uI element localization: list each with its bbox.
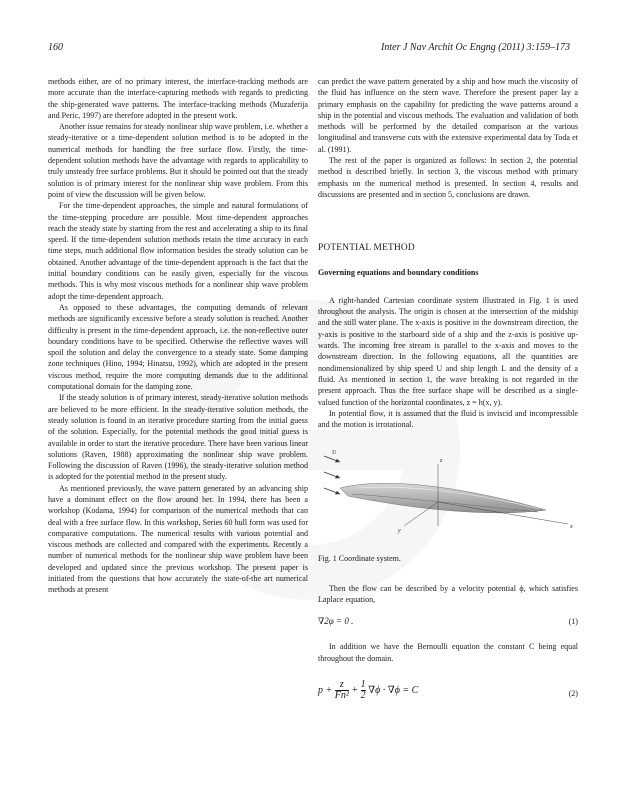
eq2-fraction-2 xyxy=(361,680,366,701)
section-title: POTENTIAL METHOD xyxy=(318,243,415,254)
eq2-frac1-denominator: Fn² xyxy=(334,689,349,701)
label-u: U xyxy=(332,450,337,457)
figure-coordinate-system xyxy=(318,442,578,542)
eq2-frac2-numerator: 1 xyxy=(360,678,366,690)
eq2-p: p + xyxy=(318,684,333,696)
ship-hull xyxy=(340,484,546,514)
label-y: y xyxy=(398,528,401,535)
paragraph: The rest of the paper is organized as follows: In section 2, the potential method is described briefly. In section 3, the viscous method with primary emphasis on the numerical method is presented. In section 4, results and discussions are presented and in section 5, conclusions are drawn. xyxy=(318,156,578,199)
right-column xyxy=(318,76,578,718)
figure-caption: Fig. 1 Coordinate system. xyxy=(318,554,401,564)
equation-2-number: (2) xyxy=(568,688,578,698)
label-x: x xyxy=(570,524,573,531)
equation-2 xyxy=(318,678,578,708)
equation-1 xyxy=(318,613,578,631)
eq2-frac1-numerator: z xyxy=(339,678,344,690)
page-number: 160 xyxy=(48,42,63,53)
eq2-plus: + xyxy=(351,684,359,696)
journal-citation: Inter J Nav Archit Oc Engng (2011) 3:159–173 xyxy=(381,42,570,53)
left-column xyxy=(48,76,308,596)
paragraph: Then the flow can be described by a velocity potential ϕ, which satisfies Laplace equation, xyxy=(318,583,578,605)
paragraph: Another issue remains for steady nonlinear ship wave problem, i.e. whether a steady-iterative or a time-dependent solution method is to be adopted in the numerical methods for handling the free surface flow. Firstly, the time-dependent solution methods have the advantage with regards to applicability to truly unsteady free surface problems. But it should be pointed out that the steady solution is of primary interest for the nonlinear ship wave problem. From this point of view the discussion will be given below. xyxy=(48,122,308,199)
paragraph: can predict the wave pattern generated by a ship and how much the viscosity of the fluid has influence on the stern wave. Therefore the present paper lay a primary emphasis on the capability for predicting the wave patterns around a ship in the potential and viscous methods. The evaluation and validation of both methods will be performed by the detailed comparison at the various longitudinal and transverse cuts with the extensive experimental data by Toda et al. (1991). xyxy=(318,77,578,154)
subsection-title: Governing equations and boundary conditions xyxy=(318,267,479,277)
label-z: z xyxy=(440,458,443,465)
coordinate-system-diagram xyxy=(318,442,578,542)
equation-1-expression: ∇2φ = 0 . xyxy=(318,616,354,627)
eq2-frac2-denominator: 2 xyxy=(360,689,366,701)
paragraph: In potential flow, it is assumed that the fluid is inviscid and incompressible and the motion is irrotational. xyxy=(318,408,578,430)
paragraph: methods either, are of no primary interest, the interface-tracking methods are more accurate than the interface-capturing methods with regards to predicting the ship-generated wave patterns. The interface-tracking methods (Muzaferija and Peric, 1997) are therefore adopted in the present work. xyxy=(48,77,308,120)
eq2-fraction-1 xyxy=(335,680,349,701)
equation-2-expression xyxy=(318,680,418,701)
paragraph: For the time-dependent approaches, the simple and natural formulations of the time-stepping procedure are possible. Most time-dependent approaches reach the steady state by starting from the rest and accelerating a ship to its final speed. If the time-dependent solution methods retain the time accuracy in each time steps, much additional flow information besides the steady solution can be obtained. Another advantage of the time-dependent approach is the fact that the initial boundary conditions can be easily given, especially for the viscous methods. This is why most viscous methods for a nonlinear ship wave problem adopt the time-dependent approach. xyxy=(48,201,308,301)
paragraph: As mentioned previously, the wave pattern generated by an advancing ship have a dominant effect on the flow around her. In 1994, there has been a workshop (Kodama, 1994) for comparison of the numerical methods that can deal with a free surface flow. In this workshop, Series 60 hull form was used for comparative computations. The numerical results with various potential and viscous methods are collected and compared with the experiments. Recently a number of numerical methods for the nonlinear ship wave problem have been developed and updated since the previous workshop. The present paper is initiated from the questions that how accurately the state-of-the art numerical methods at present xyxy=(48,483,308,595)
paragraph: In addition we have the Bernoulli equation the constant C being equal throughout the domain. xyxy=(318,642,578,663)
equation-1-number: (1) xyxy=(568,617,578,627)
free-stream-arrows xyxy=(324,456,340,495)
page-header xyxy=(48,42,570,56)
paragraph: A right-handed Cartesian coordinate system illustrated in Fig. 1 is used throughout the analysis. The origin is chosen at the intersection of the midship and the still water plane. The x-axis is positive in the downstream direction, the y-axis is positive to the starboard side of a ship and the z-axis is positive up-wards. The incoming free stream is parallel to the x-axis and moves to the downstream direction. In the following equations, all the quantities are nondimensionalized by ship speed U and ship length L and the density of a fluid. As mentioned in section 1, the wave breaking is not regarded in the present approach. Thus the free surface shape will be described as a single-valued function of the horizontal coordinates, z = h(x, y). xyxy=(318,295,578,407)
paragraph: As opposed to these advantages, the computing demands of relevant methods are significantly excessive before a steady solution is reached. Another difficulty is present in the time-dependent approach, i.e. the non-reflective outer boundary conditions have to be specified. Otherwise the reflective waves will spoil the solution and delay the convergence to a steady state. Some damping zone techniques (Hino, 1994; Hinatsu, 1992), which are adopted in the present viscous method, require the more computing demands due to the additional computational domain for the damping zone. xyxy=(48,302,308,392)
eq2-rest: ∇ϕ · ∇ϕ = C xyxy=(368,684,419,696)
paragraph: If the steady solution is of primary interest, steady-iterative solution methods are believed to be more efficient. In the steady-iterative solution methods, the steady solution is found in an iterative procedure starting from the initial guess of the solution. Especially, for the potential methods the good initial guess is available in order to start the iterative procedure. There have been various linear solutions (Raven, 1988) approximating the nonlinear ship wave problem. Following the discussion of Raven (1996), the steady-iterative solution method is adopted for the potential method in the present study. xyxy=(48,393,308,482)
